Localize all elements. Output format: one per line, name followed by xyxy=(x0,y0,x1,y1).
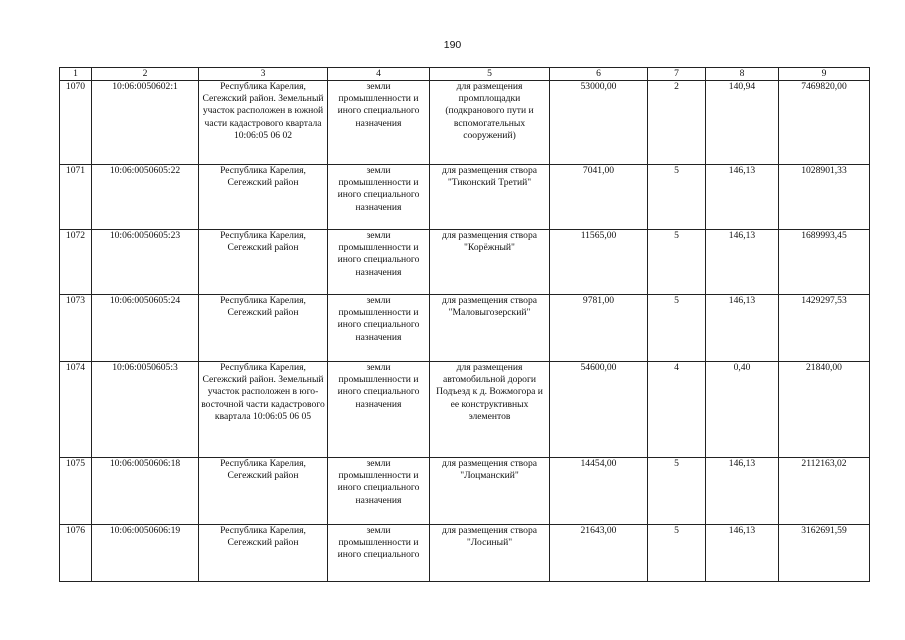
land-category-cell: земли промышленности и иного специального назначения xyxy=(328,81,430,165)
group-cell: 2 xyxy=(648,81,706,165)
land-category-cell: земли промышленности и иного специального назначения xyxy=(328,458,430,525)
table-row xyxy=(60,295,870,362)
area-cell: 53000,00 xyxy=(550,81,648,165)
land-category-cell: земли промышленности и иного специального назначения xyxy=(328,165,430,230)
permitted-use-cell: для размещения створа "Маловыгозерский" xyxy=(430,295,550,362)
specific-value-cell: 146,13 xyxy=(706,230,779,295)
column-header: 2 xyxy=(92,68,199,81)
cadastral-number-cell: 10:06:0050606:18 xyxy=(92,458,199,525)
row-number-cell: 1076 xyxy=(60,525,92,582)
location-cell: Республика Карелия, Сегежский район xyxy=(199,525,328,582)
location-cell: Республика Карелия, Сегежский район xyxy=(199,458,328,525)
specific-value-cell: 140,94 xyxy=(706,81,779,165)
specific-value-cell: 146,13 xyxy=(706,525,779,582)
location-cell: Республика Карелия, Сегежский район. Земельный участок расположен в юго-восточной части кадастрового квартала 10:06:05 06 05 xyxy=(199,362,328,458)
row-number-cell: 1073 xyxy=(60,295,92,362)
land-plots-table xyxy=(59,67,870,582)
column-header: 8 xyxy=(706,68,779,81)
area-cell: 7041,00 xyxy=(550,165,648,230)
permitted-use-cell: для размещения промплощадки (подкранового пути и вспомогательных сооружений) xyxy=(430,81,550,165)
land-category-cell: земли промышленности и иного специального назначения xyxy=(328,230,430,295)
permitted-use-cell: для размещения автомобильной дороги Подъезд к д. Вожмогора и ее конструктивных элементов xyxy=(430,362,550,458)
group-cell: 5 xyxy=(648,230,706,295)
group-cell: 4 xyxy=(648,362,706,458)
group-cell: 5 xyxy=(648,458,706,525)
specific-value-cell: 0,40 xyxy=(706,362,779,458)
area-cell: 9781,00 xyxy=(550,295,648,362)
group-cell: 5 xyxy=(648,525,706,582)
column-header: 3 xyxy=(199,68,328,81)
location-cell: Республика Карелия, Сегежский район xyxy=(199,230,328,295)
group-cell: 5 xyxy=(648,295,706,362)
cadastral-number-cell: 10:06:0050606:19 xyxy=(92,525,199,582)
cadastral-value-cell: 7469820,00 xyxy=(779,81,870,165)
specific-value-cell: 146,13 xyxy=(706,165,779,230)
column-header: 4 xyxy=(328,68,430,81)
land-category-cell: земли промышленности и иного специального назначения xyxy=(328,362,430,458)
column-header: 7 xyxy=(648,68,706,81)
area-cell: 21643,00 xyxy=(550,525,648,582)
table-row xyxy=(60,458,870,525)
column-header: 9 xyxy=(779,68,870,81)
cadastral-number-cell: 10:06:0050602:1 xyxy=(92,81,199,165)
location-cell: Республика Карелия, Сегежский район xyxy=(199,165,328,230)
table-row xyxy=(60,81,870,165)
area-cell: 54600,00 xyxy=(550,362,648,458)
table-row xyxy=(60,362,870,458)
cadastral-number-cell: 10:06:0050605:23 xyxy=(92,230,199,295)
page-number: 190 xyxy=(443,39,462,51)
specific-value-cell: 146,13 xyxy=(706,295,779,362)
row-number-cell: 1070 xyxy=(60,81,92,165)
column-number-row xyxy=(60,68,870,81)
row-number-cell: 1074 xyxy=(60,362,92,458)
land-category-cell: земли промышленности и иного специального xyxy=(328,525,430,582)
cadastral-value-cell: 21840,00 xyxy=(779,362,870,458)
permitted-use-cell: для размещения створа "Корёжный" xyxy=(430,230,550,295)
land-category-cell: земли промышленности и иного специального назначения xyxy=(328,295,430,362)
table-row xyxy=(60,165,870,230)
table-row xyxy=(60,525,870,582)
cadastral-number-cell: 10:06:0050605:3 xyxy=(92,362,199,458)
specific-value-cell: 146,13 xyxy=(706,458,779,525)
column-header: 1 xyxy=(60,68,92,81)
area-cell: 14454,00 xyxy=(550,458,648,525)
permitted-use-cell: для размещения створа "Тиконский Третий" xyxy=(430,165,550,230)
permitted-use-cell: для размещения створа "Лосиный" xyxy=(430,525,550,582)
column-header: 6 xyxy=(550,68,648,81)
cadastral-value-cell: 1429297,53 xyxy=(779,295,870,362)
cadastral-value-cell: 1689993,45 xyxy=(779,230,870,295)
cadastral-number-cell: 10:06:0050605:24 xyxy=(92,295,199,362)
group-cell: 5 xyxy=(648,165,706,230)
permitted-use-cell: для размещения створа "Лоцманский" xyxy=(430,458,550,525)
row-number-cell: 1075 xyxy=(60,458,92,525)
row-number-cell: 1072 xyxy=(60,230,92,295)
cadastral-value-cell: 1028901,33 xyxy=(779,165,870,230)
cadastral-value-cell: 3162691,59 xyxy=(779,525,870,582)
row-number-cell: 1071 xyxy=(60,165,92,230)
cadastral-value-cell: 2112163,02 xyxy=(779,458,870,525)
cadastral-number-cell: 10:06:0050605:22 xyxy=(92,165,199,230)
location-cell: Республика Карелия, Сегежский район. Земельный участок расположен в южной части кадастрового квартала 10:06:05 06 02 xyxy=(199,81,328,165)
location-cell: Республика Карелия, Сегежский район xyxy=(199,295,328,362)
column-header: 5 xyxy=(430,68,550,81)
table-row xyxy=(60,230,870,295)
area-cell: 11565,00 xyxy=(550,230,648,295)
